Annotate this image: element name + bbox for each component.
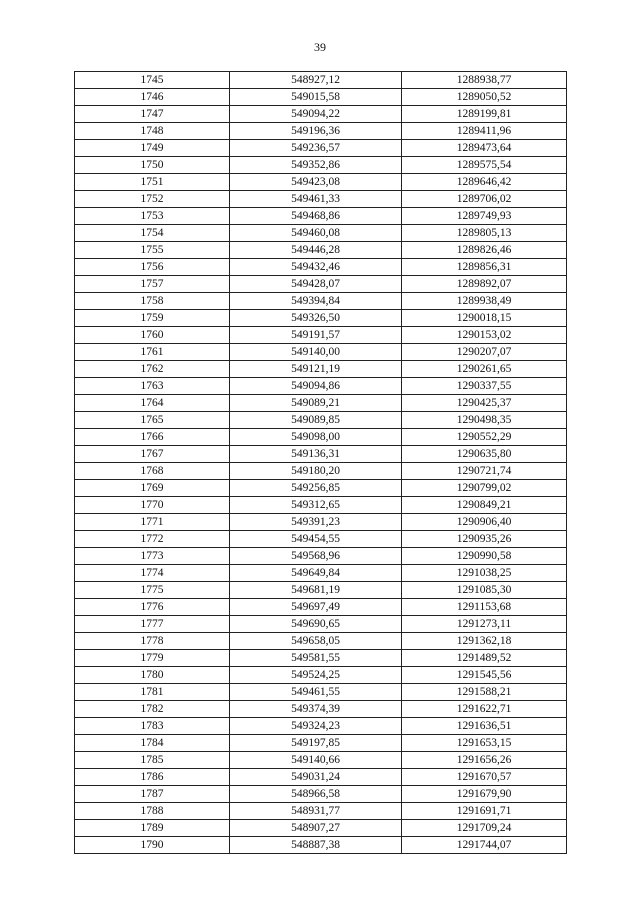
x-coordinate-cell: 549690,65 xyxy=(230,616,402,633)
point-number-cell: 1763 xyxy=(75,378,230,395)
point-number-cell: 1760 xyxy=(75,327,230,344)
point-number-cell: 1767 xyxy=(75,446,230,463)
point-number-cell: 1788 xyxy=(75,803,230,820)
x-coordinate-cell: 549658,05 xyxy=(230,633,402,650)
table-row xyxy=(75,378,567,395)
x-coordinate-cell: 548887,38 xyxy=(230,837,402,854)
table-row xyxy=(75,208,567,225)
x-coordinate-cell: 549098,00 xyxy=(230,429,402,446)
table-row xyxy=(75,89,567,106)
table-row xyxy=(75,293,567,310)
point-number-cell: 1746 xyxy=(75,89,230,106)
x-coordinate-cell: 549432,46 xyxy=(230,259,402,276)
point-number-cell: 1772 xyxy=(75,531,230,548)
page-number: 39 xyxy=(314,40,326,54)
table-row xyxy=(75,361,567,378)
x-coordinate-cell: 549196,36 xyxy=(230,123,402,140)
x-coordinate-cell: 549468,86 xyxy=(230,208,402,225)
table-row xyxy=(75,242,567,259)
table-row xyxy=(75,395,567,412)
x-coordinate-cell: 549089,21 xyxy=(230,395,402,412)
x-coordinate-cell: 548927,12 xyxy=(230,72,402,89)
point-number-cell: 1776 xyxy=(75,599,230,616)
y-coordinate-cell: 1290935,26 xyxy=(402,531,567,548)
table-row xyxy=(75,769,567,786)
x-coordinate-cell: 549374,39 xyxy=(230,701,402,718)
y-coordinate-cell: 1290721,74 xyxy=(402,463,567,480)
point-number-cell: 1786 xyxy=(75,769,230,786)
y-coordinate-cell: 1290261,65 xyxy=(402,361,567,378)
table-row xyxy=(75,191,567,208)
table-row xyxy=(75,514,567,531)
point-number-cell: 1766 xyxy=(75,429,230,446)
x-coordinate-cell: 549581,55 xyxy=(230,650,402,667)
y-coordinate-cell: 1291709,24 xyxy=(402,820,567,837)
y-coordinate-cell: 1291636,51 xyxy=(402,718,567,735)
x-coordinate-cell: 549460,08 xyxy=(230,225,402,242)
point-number-cell: 1757 xyxy=(75,276,230,293)
table-row xyxy=(75,531,567,548)
point-number-cell: 1778 xyxy=(75,633,230,650)
table-row xyxy=(75,412,567,429)
table-row xyxy=(75,140,567,157)
point-number-cell: 1748 xyxy=(75,123,230,140)
point-number-cell: 1756 xyxy=(75,259,230,276)
x-coordinate-cell: 549015,58 xyxy=(230,89,402,106)
y-coordinate-cell: 1291545,56 xyxy=(402,667,567,684)
y-coordinate-cell: 1289473,64 xyxy=(402,140,567,157)
x-coordinate-cell: 549649,84 xyxy=(230,565,402,582)
x-coordinate-cell: 549428,07 xyxy=(230,276,402,293)
y-coordinate-cell: 1290153,02 xyxy=(402,327,567,344)
point-number-cell: 1758 xyxy=(75,293,230,310)
x-coordinate-cell: 549180,20 xyxy=(230,463,402,480)
y-coordinate-cell: 1290018,15 xyxy=(402,310,567,327)
point-number-cell: 1764 xyxy=(75,395,230,412)
point-number-cell: 1762 xyxy=(75,361,230,378)
y-coordinate-cell: 1289938,49 xyxy=(402,293,567,310)
point-number-cell: 1774 xyxy=(75,565,230,582)
table-row xyxy=(75,752,567,769)
y-coordinate-cell: 1289646,42 xyxy=(402,174,567,191)
x-coordinate-cell: 548966,58 xyxy=(230,786,402,803)
table-row xyxy=(75,276,567,293)
table-row xyxy=(75,684,567,701)
y-coordinate-cell: 1290498,35 xyxy=(402,412,567,429)
y-coordinate-cell: 1290849,21 xyxy=(402,497,567,514)
x-coordinate-cell: 548931,77 xyxy=(230,803,402,820)
point-number-cell: 1745 xyxy=(75,72,230,89)
x-coordinate-cell: 548907,27 xyxy=(230,820,402,837)
y-coordinate-cell: 1289706,02 xyxy=(402,191,567,208)
y-coordinate-cell: 1290799,02 xyxy=(402,480,567,497)
point-number-cell: 1761 xyxy=(75,344,230,361)
y-coordinate-cell: 1289826,46 xyxy=(402,242,567,259)
table-row xyxy=(75,616,567,633)
y-coordinate-cell: 1291653,15 xyxy=(402,735,567,752)
table-row xyxy=(75,786,567,803)
x-coordinate-cell: 549568,96 xyxy=(230,548,402,565)
x-coordinate-cell: 549446,28 xyxy=(230,242,402,259)
point-number-cell: 1783 xyxy=(75,718,230,735)
table-row xyxy=(75,548,567,565)
point-number-cell: 1759 xyxy=(75,310,230,327)
table-row xyxy=(75,599,567,616)
x-coordinate-cell: 549031,24 xyxy=(230,769,402,786)
x-coordinate-cell: 549352,86 xyxy=(230,157,402,174)
table-row xyxy=(75,565,567,582)
table-row xyxy=(75,480,567,497)
table-row xyxy=(75,157,567,174)
x-coordinate-cell: 549256,85 xyxy=(230,480,402,497)
table-row xyxy=(75,667,567,684)
table-row xyxy=(75,633,567,650)
y-coordinate-cell: 1291038,25 xyxy=(402,565,567,582)
table-row xyxy=(75,837,567,854)
y-coordinate-cell: 1291670,57 xyxy=(402,769,567,786)
x-coordinate-cell: 549140,66 xyxy=(230,752,402,769)
point-number-cell: 1779 xyxy=(75,650,230,667)
x-coordinate-cell: 549197,85 xyxy=(230,735,402,752)
x-coordinate-cell: 549094,86 xyxy=(230,378,402,395)
table-row xyxy=(75,429,567,446)
point-number-cell: 1747 xyxy=(75,106,230,123)
y-coordinate-cell: 1289892,07 xyxy=(402,276,567,293)
table-row xyxy=(75,820,567,837)
table-row xyxy=(75,803,567,820)
point-number-cell: 1785 xyxy=(75,752,230,769)
x-coordinate-cell: 549697,49 xyxy=(230,599,402,616)
x-coordinate-cell: 549140,00 xyxy=(230,344,402,361)
y-coordinate-cell: 1289575,54 xyxy=(402,157,567,174)
x-coordinate-cell: 549324,23 xyxy=(230,718,402,735)
point-number-cell: 1769 xyxy=(75,480,230,497)
y-coordinate-cell: 1291656,26 xyxy=(402,752,567,769)
y-coordinate-cell: 1290990,58 xyxy=(402,548,567,565)
y-coordinate-cell: 1291622,71 xyxy=(402,701,567,718)
y-coordinate-cell: 1290906,40 xyxy=(402,514,567,531)
table-row xyxy=(75,497,567,514)
point-number-cell: 1790 xyxy=(75,837,230,854)
x-coordinate-cell: 549461,33 xyxy=(230,191,402,208)
x-coordinate-cell: 549312,65 xyxy=(230,497,402,514)
x-coordinate-cell: 549391,23 xyxy=(230,514,402,531)
y-coordinate-cell: 1290425,37 xyxy=(402,395,567,412)
point-number-cell: 1789 xyxy=(75,820,230,837)
x-coordinate-cell: 549423,08 xyxy=(230,174,402,191)
x-coordinate-cell: 549681,19 xyxy=(230,582,402,599)
point-number-cell: 1775 xyxy=(75,582,230,599)
y-coordinate-cell: 1291362,18 xyxy=(402,633,567,650)
y-coordinate-cell: 1290337,55 xyxy=(402,378,567,395)
point-number-cell: 1784 xyxy=(75,735,230,752)
x-coordinate-cell: 549454,55 xyxy=(230,531,402,548)
table-row xyxy=(75,174,567,191)
table-row xyxy=(75,463,567,480)
y-coordinate-cell: 1289856,31 xyxy=(402,259,567,276)
x-coordinate-cell: 549136,31 xyxy=(230,446,402,463)
table-row xyxy=(75,225,567,242)
y-coordinate-cell: 1290635,80 xyxy=(402,446,567,463)
x-coordinate-cell: 549121,19 xyxy=(230,361,402,378)
x-coordinate-cell: 549089,85 xyxy=(230,412,402,429)
x-coordinate-cell: 549326,50 xyxy=(230,310,402,327)
table-row xyxy=(75,259,567,276)
point-number-cell: 1771 xyxy=(75,514,230,531)
point-number-cell: 1751 xyxy=(75,174,230,191)
point-number-cell: 1755 xyxy=(75,242,230,259)
table-row xyxy=(75,72,567,89)
table-row xyxy=(75,718,567,735)
point-number-cell: 1752 xyxy=(75,191,230,208)
coordinates-table xyxy=(74,71,567,854)
y-coordinate-cell: 1289411,96 xyxy=(402,123,567,140)
x-coordinate-cell: 549524,25 xyxy=(230,667,402,684)
table-row xyxy=(75,582,567,599)
point-number-cell: 1781 xyxy=(75,684,230,701)
point-number-cell: 1782 xyxy=(75,701,230,718)
table-row xyxy=(75,310,567,327)
point-number-cell: 1754 xyxy=(75,225,230,242)
point-number-cell: 1753 xyxy=(75,208,230,225)
point-number-cell: 1773 xyxy=(75,548,230,565)
point-number-cell: 1787 xyxy=(75,786,230,803)
point-number-cell: 1768 xyxy=(75,463,230,480)
y-coordinate-cell: 1291153,68 xyxy=(402,599,567,616)
y-coordinate-cell: 1289805,13 xyxy=(402,225,567,242)
y-coordinate-cell: 1290207,07 xyxy=(402,344,567,361)
point-number-cell: 1780 xyxy=(75,667,230,684)
x-coordinate-cell: 549236,57 xyxy=(230,140,402,157)
y-coordinate-cell: 1291744,07 xyxy=(402,837,567,854)
y-coordinate-cell: 1291085,30 xyxy=(402,582,567,599)
point-number-cell: 1770 xyxy=(75,497,230,514)
x-coordinate-cell: 549094,22 xyxy=(230,106,402,123)
y-coordinate-cell: 1289050,52 xyxy=(402,89,567,106)
coordinates-table-body xyxy=(75,72,567,854)
table-row xyxy=(75,123,567,140)
table-row xyxy=(75,327,567,344)
table-row xyxy=(75,344,567,361)
y-coordinate-cell: 1290552,29 xyxy=(402,429,567,446)
point-number-cell: 1749 xyxy=(75,140,230,157)
y-coordinate-cell: 1291679,90 xyxy=(402,786,567,803)
table-row xyxy=(75,650,567,667)
y-coordinate-cell: 1291588,21 xyxy=(402,684,567,701)
x-coordinate-cell: 549394,84 xyxy=(230,293,402,310)
y-coordinate-cell: 1291691,71 xyxy=(402,803,567,820)
table-row xyxy=(75,735,567,752)
y-coordinate-cell: 1291489,52 xyxy=(402,650,567,667)
y-coordinate-cell: 1289749,93 xyxy=(402,208,567,225)
point-number-cell: 1777 xyxy=(75,616,230,633)
table-row xyxy=(75,446,567,463)
table-row xyxy=(75,106,567,123)
y-coordinate-cell: 1291273,11 xyxy=(402,616,567,633)
y-coordinate-cell: 1289199,81 xyxy=(402,106,567,123)
x-coordinate-cell: 549461,55 xyxy=(230,684,402,701)
y-coordinate-cell: 1288938,77 xyxy=(402,72,567,89)
x-coordinate-cell: 549191,57 xyxy=(230,327,402,344)
point-number-cell: 1765 xyxy=(75,412,230,429)
table-row xyxy=(75,701,567,718)
point-number-cell: 1750 xyxy=(75,157,230,174)
